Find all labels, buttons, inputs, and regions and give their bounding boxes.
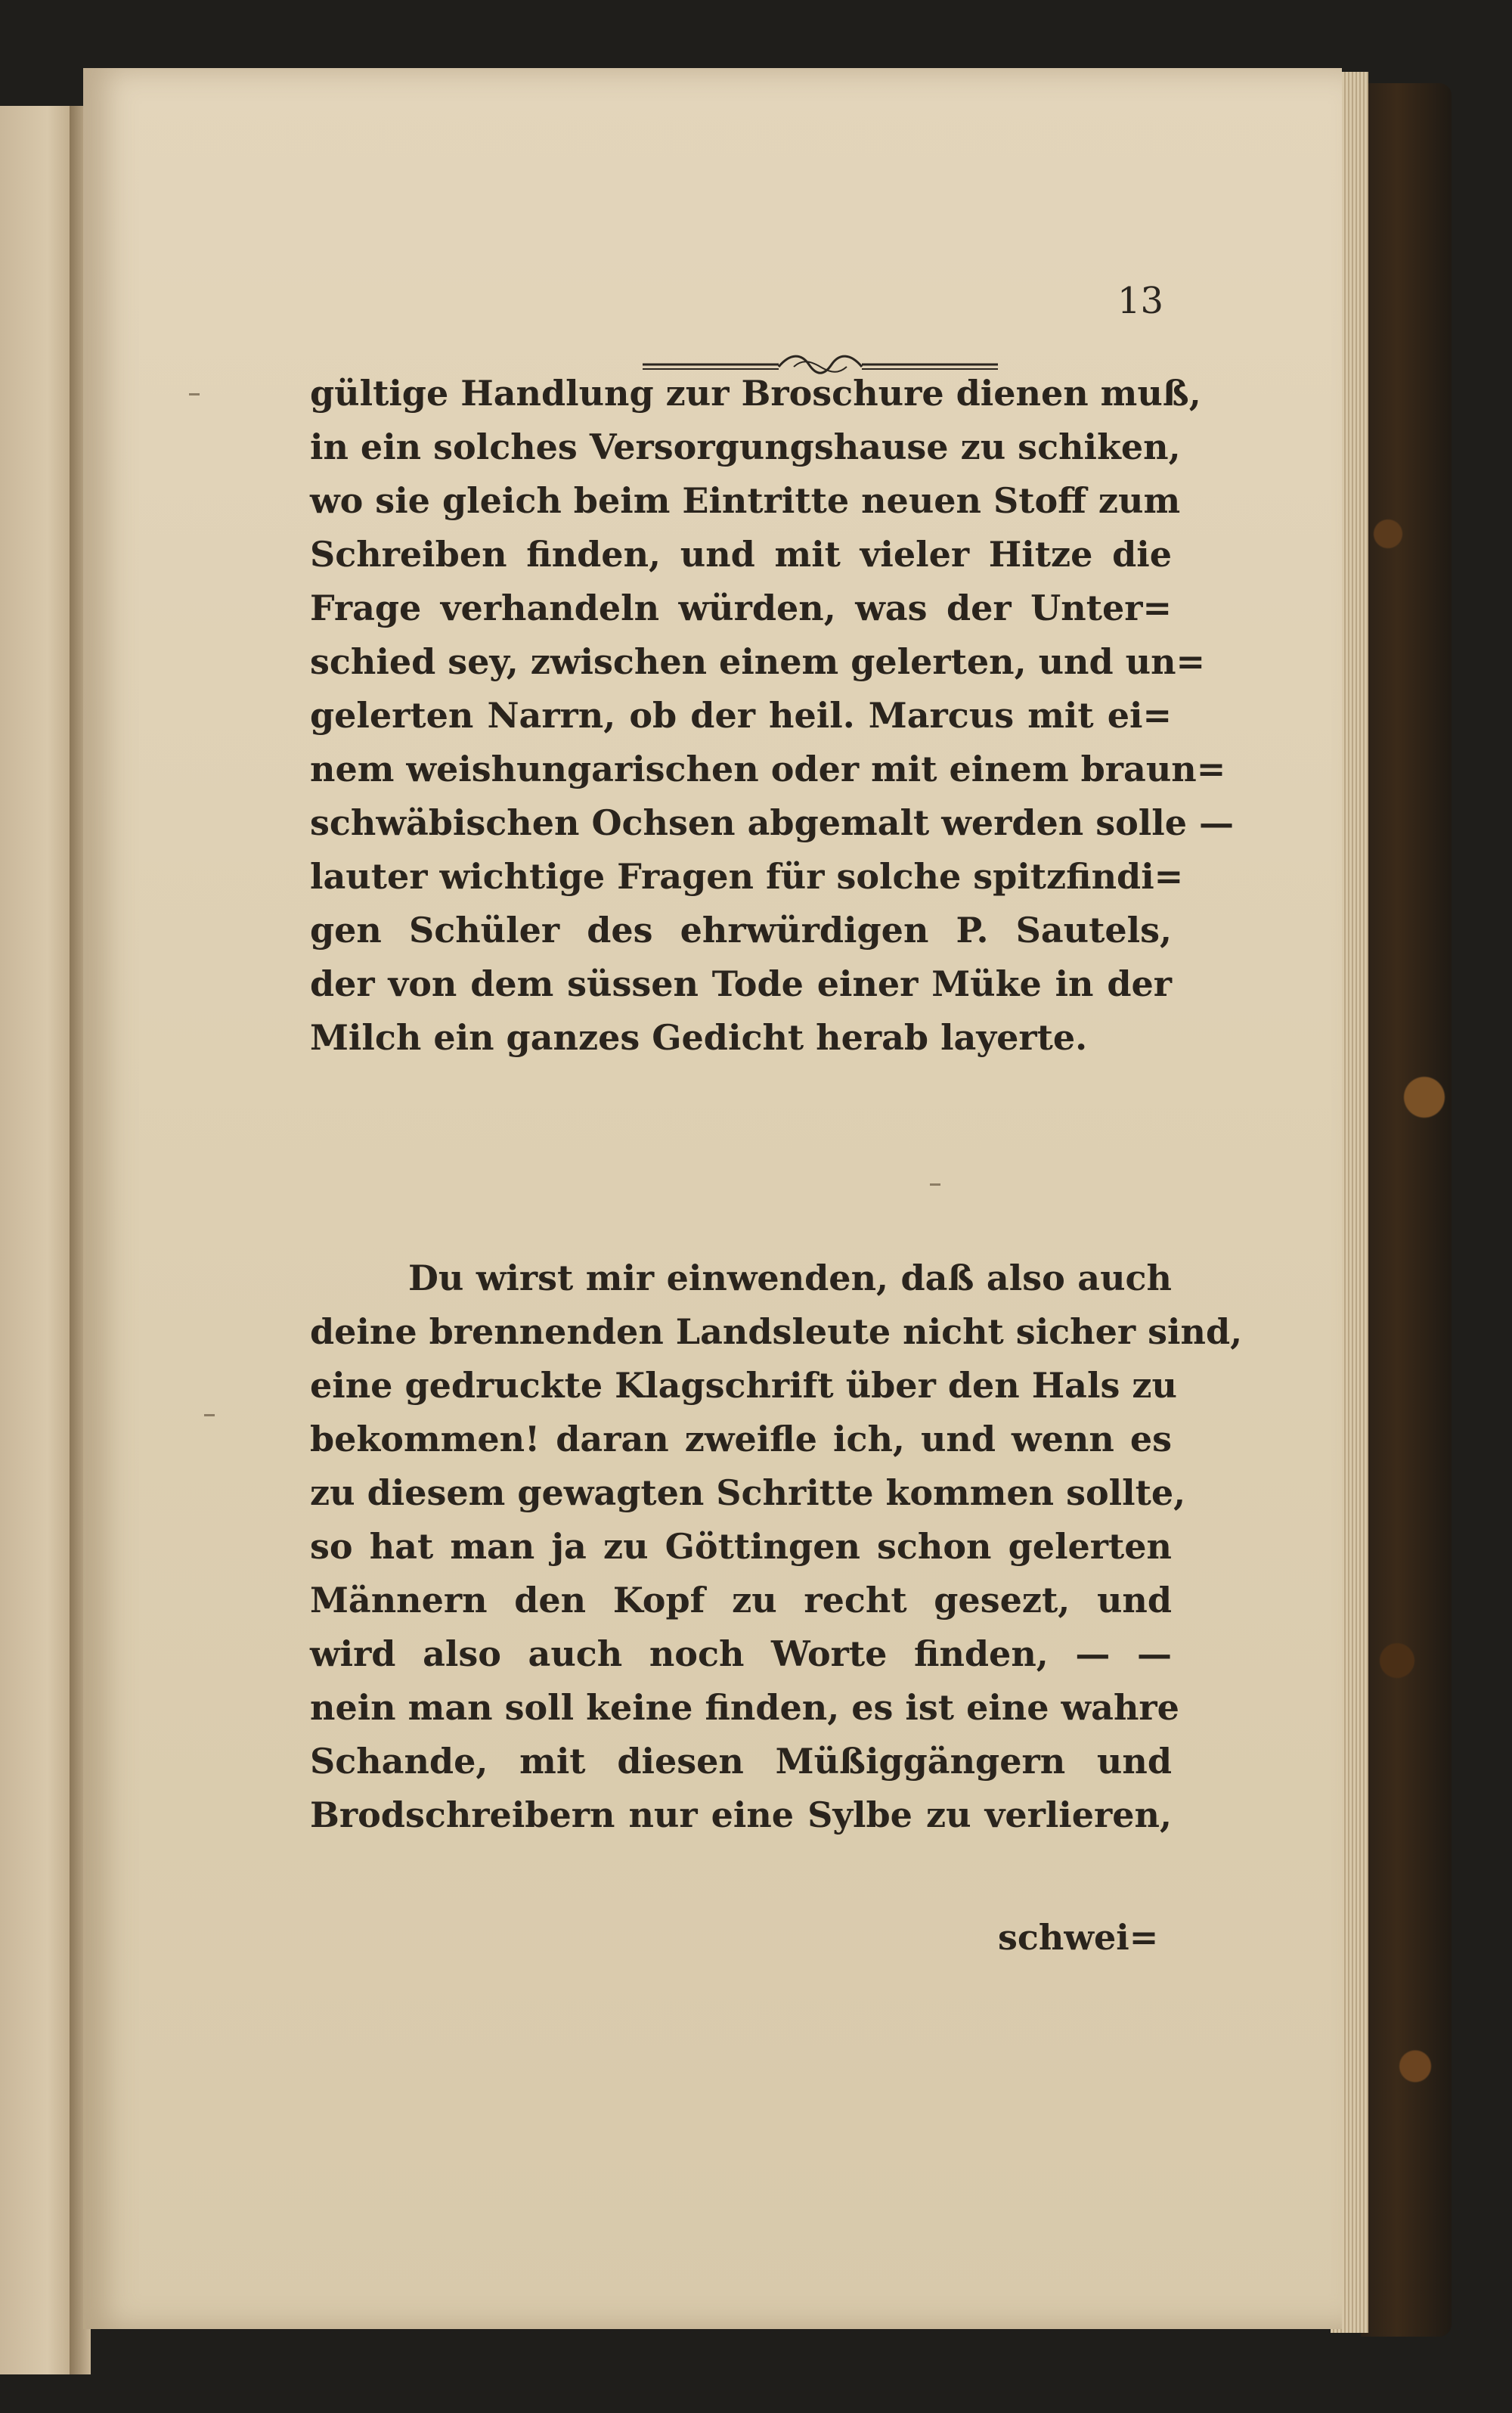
- text-line: Schande, mit diesen Müßiggängern und: [310, 1741, 1172, 1782]
- text-line: Du wirst mir einwenden, daß also auch: [408, 1258, 1172, 1298]
- text-line: in ein solches Versorgungshause zu schiken,: [310, 426, 1181, 467]
- margin-mark: [189, 393, 200, 395]
- text-line: deine brennenden Landsleute nicht sicher sind,: [310, 1311, 1243, 1352]
- left-page-edge: [0, 106, 79, 2374]
- catchword: schwei=: [998, 1917, 1159, 1958]
- text-line: eine gedruckte Klagschrift über den Hals zu: [310, 1365, 1177, 1406]
- text-line: nem weishungarischen oder mit einem braun=: [310, 749, 1226, 789]
- text-line: Milch ein ganzes Gedicht herab layerte.: [310, 1017, 1088, 1058]
- text-line: zu diesem gewagten Schritte kommen sollte,: [310, 1472, 1186, 1513]
- text-line: Brodschreibern nur eine Sylbe zu verlieren,: [310, 1794, 1172, 1835]
- text-line: wird also auch noch Worte finden, — —: [310, 1633, 1172, 1674]
- text-line: schied sey, zwischen einem gelerten, und un=: [310, 641, 1206, 682]
- text-line: gelerten Narrn, ob der heil. Marcus mit ei=: [310, 695, 1172, 736]
- text-line: gültige Handlung zur Broschure dienen muß,: [310, 373, 1201, 414]
- text-line: lauter wichtige Fragen für solche spitzfindi=: [310, 856, 1184, 897]
- page-number: 13: [1117, 280, 1164, 322]
- text-line: nein man soll keine finden, es ist eine wahre: [310, 1687, 1179, 1728]
- text-line: Männern den Kopf zu recht gesezt, und: [310, 1580, 1172, 1621]
- text-line: Schreiben finden, und mit vieler Hitze die: [310, 534, 1172, 575]
- text-line: wo sie gleich beim Eintritte neuen Stoff zum: [310, 480, 1181, 521]
- paragraph-2: [310, 1251, 1243, 1842]
- marbled-cover: [1361, 83, 1452, 2337]
- text-line: schwäbischen Ochsen abgemalt werden solle —: [310, 802, 1235, 843]
- text-line: der von dem süssen Tode einer Müke in der: [310, 963, 1172, 1004]
- text-line: so hat man ja zu Göttingen schon gelerten: [310, 1526, 1172, 1567]
- margin-mark: [930, 1183, 940, 1186]
- text-line: bekommen! daran zweifle ich, und wenn es: [310, 1419, 1172, 1459]
- paragraph-1: [310, 367, 1235, 1065]
- text-line: Frage verhandeln würden, was der Unter=: [310, 588, 1172, 628]
- margin-mark: [204, 1414, 215, 1416]
- text-line: gen Schüler des ehrwürdigen P. Sautels,: [310, 910, 1172, 951]
